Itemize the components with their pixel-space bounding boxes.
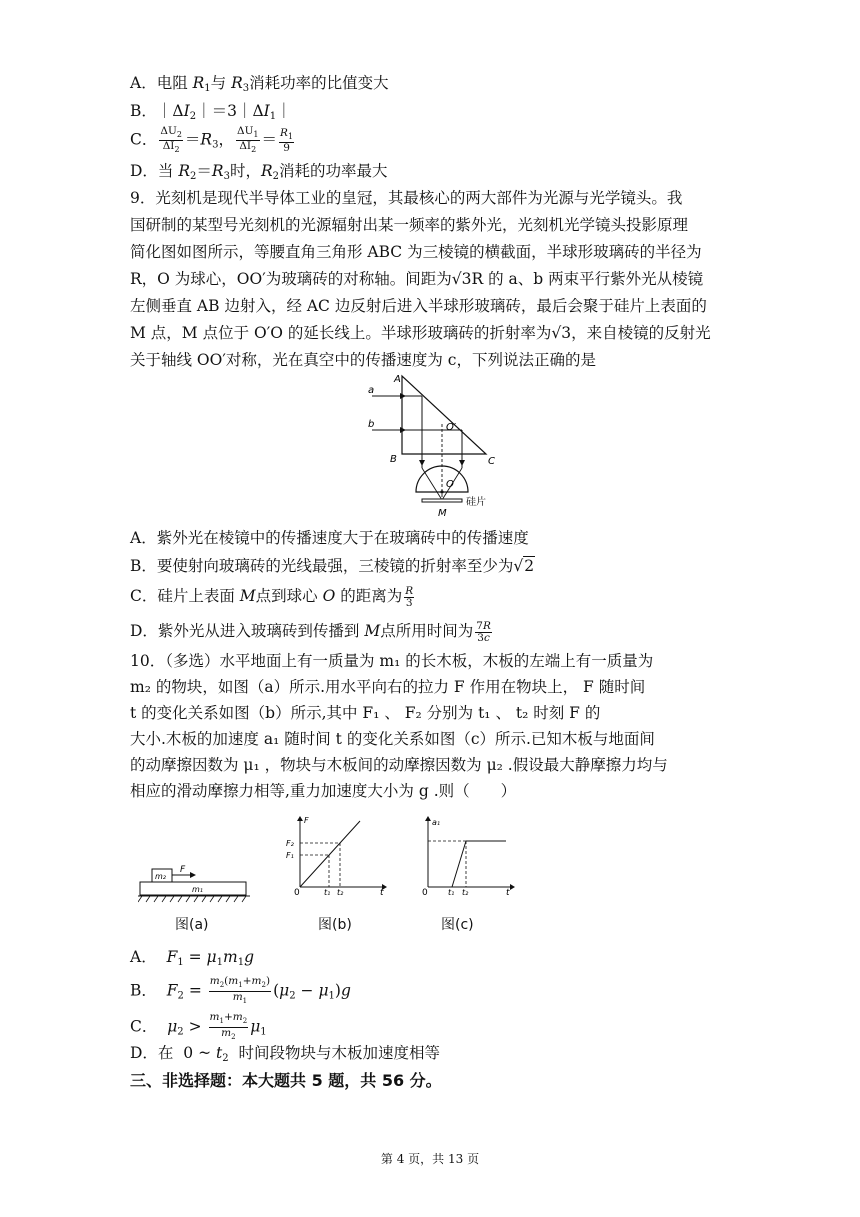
q10-figure-a <box>138 860 258 905</box>
label-C: C <box>488 456 495 467</box>
q10-option-b: B． $F_2$ = $\frac{m_2(m_1+m_2)}{m_1}$ $(\mu_2 - \mu_1)g$ <box>130 975 351 1006</box>
q10-stem-line-5: 的动摩擦因数为 μ₁ ，物块与木板间的动摩擦因数为 μ₂ .假设最大静摩擦力均与 <box>130 756 668 774</box>
q10-stem-line-4: 大小.木板的加速度 a₁ 随时间 t 的变化关系如图（c）所示.已知木板与地面间 <box>130 730 655 748</box>
page-footer: 第 4 页，共 13 页 <box>380 1152 480 1166</box>
q10-stem-line-1: 10．（多选）水平地面上有一质量为 m₁ 的长木板，木板的左端上有一质量为 <box>130 652 654 670</box>
label-wafer: 硅片 <box>466 497 486 508</box>
q10-option-c: C． $\mu_2$ > $\frac{m_1+m_2}{m_2}$ $\mu_1$ <box>130 1011 267 1042</box>
q8-option-c: C． $\frac{\Delta U_2}{\Delta I_2}$ $=R_3$， $\frac{\Delta U_1}{\Delta I_2}$ ＝ $\frac{R_1}{9}$ <box>130 125 294 155</box>
label-M: M <box>438 508 447 519</box>
q10-option-d: D．在 0 ~ $t_2$ 时间段物块与木板加速度相等 <box>130 1044 440 1064</box>
fig-a-caption: 图(a) <box>175 917 209 933</box>
q8-option-a: A．电阻 $R_1$与 $R_3$消耗功率的比值变大 <box>130 74 389 94</box>
label-b: b <box>368 419 375 430</box>
svg-text:t₂: t₂ <box>337 888 344 895</box>
q9-stem-line-2: 国研制的某型号光刻机的光源辐射出某一频率的紫外光，光刻机光学镜头投影原理 <box>130 216 689 234</box>
svg-text:t: t <box>380 888 384 895</box>
svg-text:t₁: t₁ <box>324 888 331 895</box>
label-O-prime: O′ <box>446 422 457 433</box>
fig-b-caption: 图(b) <box>318 917 352 933</box>
svg-text:t₁: t₁ <box>448 888 455 895</box>
q9-stem-line-7: 关于轴线 OO′对称，光在真空中的传播速度为 c，下列说法正确的是 <box>130 351 596 369</box>
svg-text:a₁: a₁ <box>432 818 441 827</box>
svg-text:m₂: m₂ <box>155 872 166 881</box>
svg-text:t: t <box>506 888 510 895</box>
svg-text:F₁: F₁ <box>286 851 294 860</box>
label-A: A <box>394 374 401 385</box>
svg-text:0: 0 <box>422 888 428 895</box>
q9-prism-figure <box>360 372 520 522</box>
svg-text:t₂: t₂ <box>462 888 469 895</box>
q9-option-d: D．紫外光从进入玻璃砖到传播到 M点所用时间为 $\frac{7R}{3c}$ <box>130 619 491 644</box>
svg-text:F: F <box>180 865 186 875</box>
svg-text:0: 0 <box>294 888 300 895</box>
q9-stem-line-1: 9．光刻机是现代半导体工业的皇冠，其最核心的两大部件为光源与光学镜头。我 <box>130 189 683 207</box>
q10-option-a: A． $F_1 = \mu_1m_1g$ <box>130 948 255 968</box>
q10-stem-line-3: t 的变化关系如图（b）所示,其中 F₁ 、 F₂ 分别为 t₁ 、 t₂ 时刻 F 的 <box>130 704 601 722</box>
q8-option-d: D．当 $R_2=R_3$时，$R_2$消耗的功率最大 <box>130 162 388 182</box>
svg-text:F₂: F₂ <box>286 839 294 848</box>
q9-stem-line-5: 左侧垂直 AB 边射入，经 AC 边反射后进入半球形玻璃砖，最后会聚于硅片上表面的 <box>130 297 707 315</box>
q10-stem-line-2: m₂ 的物块，如图（a）所示.用水平向右的拉力 F 作用在物块上， F 随时间 <box>130 678 646 696</box>
q9-stem-line-4: R，O 为球心，OO′为玻璃砖的对称轴。间距为√3R 的 a、b 两束平行紫外光从棱镜 <box>130 270 704 288</box>
q10-figure-b <box>282 815 392 895</box>
fig-c-caption: 图(c) <box>441 917 474 933</box>
label-a: a <box>368 385 375 396</box>
q10-figure-c <box>414 815 524 895</box>
svg-text:F: F <box>304 816 309 825</box>
svg-text:m₁: m₁ <box>192 885 203 894</box>
section-3-heading: 三、非选择题：本大题共 5 题，共 56 分。 <box>130 1071 442 1090</box>
q8-option-b: B．$|\Delta I_2|=3|\Delta I_1|$ <box>130 102 292 122</box>
q9-option-b: B．要使射向玻璃砖的光线最强，三棱镜的折射率至少为√2 <box>130 557 535 575</box>
q9-stem-line-6: M 点，M 点位于 O′O 的延长线上。半球形玻璃砖的折射率为√3，来自棱镜的反射光 <box>130 324 711 342</box>
q9-option-c: C．硅片上表面 M点到球心 O 的距离为 $\frac{R}{3}$ <box>130 584 414 609</box>
label-B: B <box>390 454 397 465</box>
q10-stem-line-6: 相应的滑动摩擦力相等,重力加速度大小为 g .则（ ） <box>130 782 517 800</box>
q9-stem-line-3: 简化图如图所示，等腰直角三角形 ABC 为三棱镜的横截面，半球形玻璃砖的半径为 <box>130 243 702 261</box>
q9-option-a: A．紫外光在棱镜中的传播速度大于在玻璃砖中的传播速度 <box>130 529 529 547</box>
label-O: O <box>446 479 454 490</box>
